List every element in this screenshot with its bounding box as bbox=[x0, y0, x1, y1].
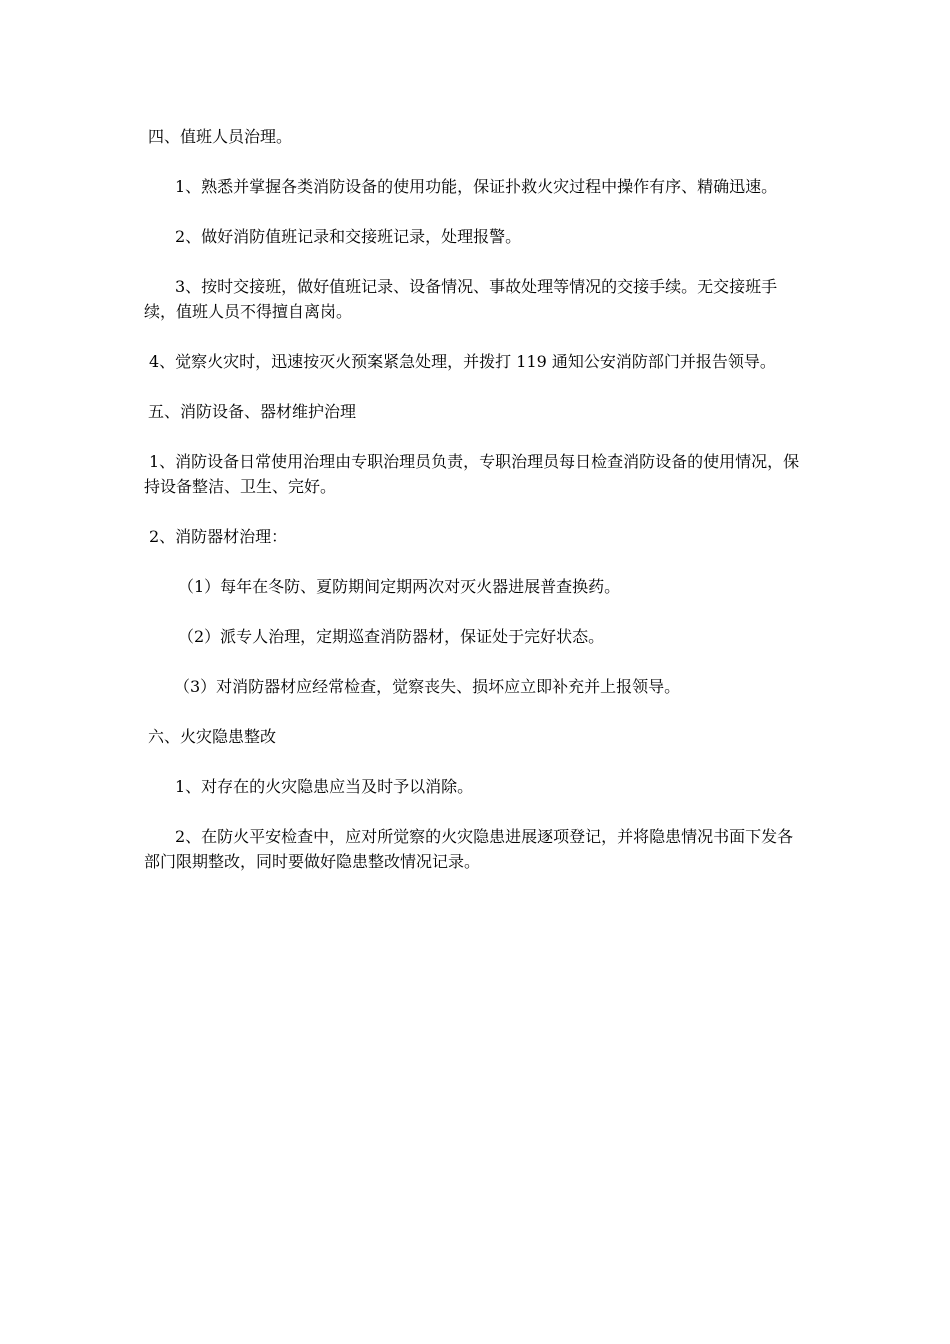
paragraph-equipment-subitem-1: （1）每年在冬防、夏防期间定期两次对灭火器进展普查换药。 bbox=[178, 577, 621, 596]
paragraph-duty-item-1: 1、熟悉并掌握各类消防设备的使用功能，保证扑救火灾过程中操作有序、精确迅速。 bbox=[175, 177, 778, 196]
paragraph-equipment-subitem-3: （3）对消防器材应经常检查，觉察丧失、损坏应立即补充并上报领导。 bbox=[174, 677, 681, 696]
section-heading-equipment-maintenance: 五、消防设备、器材维护治理 bbox=[148, 402, 357, 421]
paragraph-equipment-item-2: 2、消防器材治理： bbox=[149, 527, 288, 546]
section-heading-duty-staff: 四、值班人员治理。 bbox=[148, 127, 293, 146]
section-heading-hazard-rectification: 六、火灾隐患整改 bbox=[148, 727, 277, 746]
paragraph-equipment-item-1: 1、消防设备日常使用治理由专职治理员负责，专职治理员每日检查消防设备的使用情况，保持设备整洁、卫生、完好。 bbox=[144, 452, 800, 496]
paragraph-duty-item-3: 3、按时交接班，做好值班记录、设备情况、事故处理等情况的交接手续。无交接班手续，值班人员不得擅自离岗。 bbox=[144, 277, 778, 321]
paragraph-equipment-subitem-2: （2）派专人治理，定期巡查消防器材，保证处于完好状态。 bbox=[178, 627, 605, 646]
paragraph-duty-item-2: 2、做好消防值班记录和交接班记录，处理报警。 bbox=[175, 227, 522, 246]
paragraph-duty-item-4: 4、觉察火灾时，迅速按灭火预案紧急处理，并拨打 119 通知公安消防部门并报告领导。 bbox=[149, 352, 776, 371]
paragraph-hazard-item-2: 2、在防火平安检查中，应对所觉察的火灾隐患进展逐项登记，并将隐患情况书面下发各部门限期整改，同时要做好隐患整改情况记录。 bbox=[144, 827, 794, 871]
document-body bbox=[144, 124, 800, 899]
paragraph-hazard-item-1: 1、对存在的火灾隐患应当及时予以消除。 bbox=[175, 777, 474, 796]
